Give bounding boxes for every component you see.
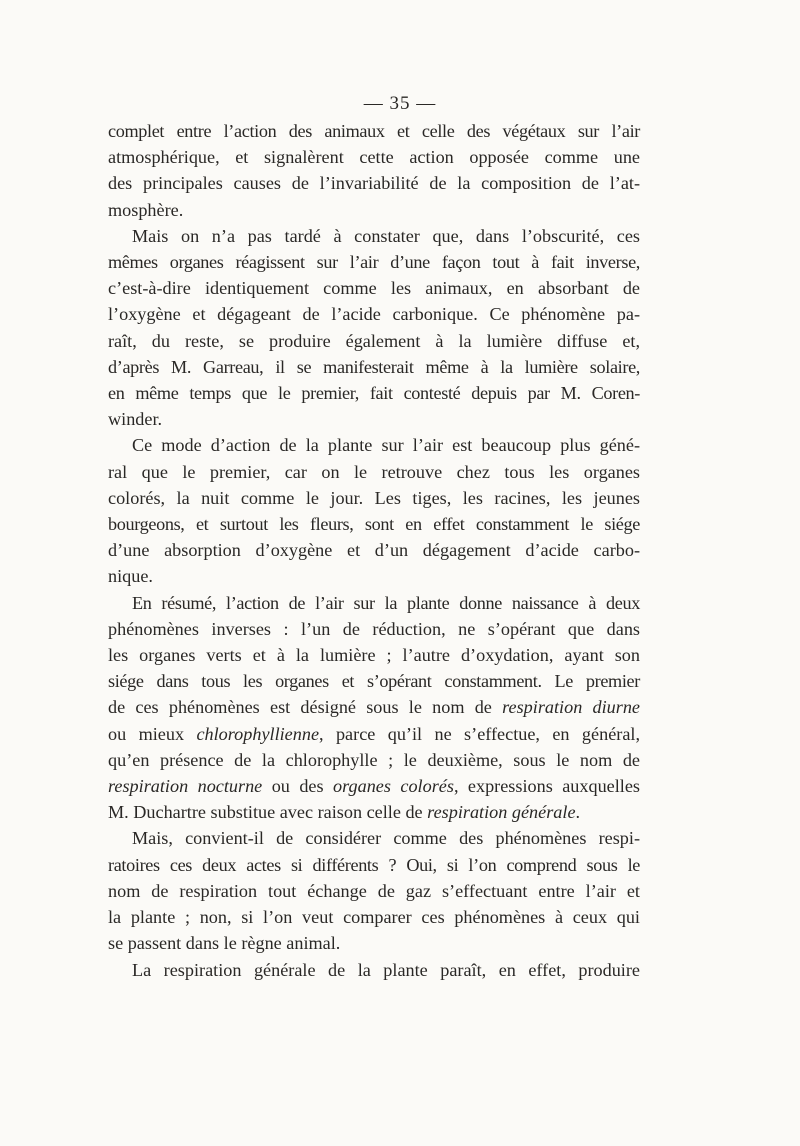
- text-line: colorés, la nuit comme le jour. Les tiges, les racines, les jeunes: [108, 487, 640, 508]
- text-line: nique.: [108, 566, 153, 587]
- text-run: ou des: [262, 776, 334, 797]
- text-line: raît, du reste, se produire également à la lumière diffuse et,: [108, 330, 640, 351]
- paragraph-2: [108, 223, 640, 433]
- paragraph-4: [108, 590, 640, 826]
- italic-term: organes colorés: [333, 776, 454, 797]
- text-line: nom de respiration tout échange de gaz s’effectuant entre l’air et: [108, 880, 640, 901]
- text-line: ral que le premier, car on le retrouve chez tous les organes: [108, 461, 640, 482]
- italic-term: respiration nocturne: [108, 776, 263, 797]
- text-line: des principales causes de l’invariabilité de la composition de l’at-: [108, 173, 640, 194]
- text-run: de ces phénomènes est désigné sous le nom de: [108, 697, 503, 718]
- text-line: siége dans tous les organes et s’opérant constamment. Le premier: [108, 671, 640, 692]
- text-line: c’est-à-dire identiquement comme les animaux, en absorbant de: [108, 278, 640, 299]
- text-line: [108, 799, 640, 825]
- italic-term: chlorophyllienne: [196, 723, 320, 744]
- text-line: [108, 694, 640, 720]
- text-line: La respiration générale de la plante paraît, en effet, produire: [132, 959, 640, 980]
- paragraph-1: [108, 118, 640, 223]
- paragraph-3: [108, 432, 640, 589]
- text-line: bourgeons, et surtout les fleurs, sont en effet constamment le siége: [108, 514, 640, 535]
- body-text: [108, 118, 640, 983]
- text-line: d’une absorption d’oxygène et d’un dégagement d’acide carbo-: [108, 540, 640, 561]
- text-line: mosphère.: [108, 199, 184, 220]
- text-line: En résumé, l’action de l’air sur la plante donne naissance à deux: [132, 592, 640, 613]
- text-line: se passent dans le règne animal.: [108, 933, 341, 954]
- text-line: qu’en présence de la chlorophylle ; le deuxième, sous le nom de: [108, 749, 640, 770]
- text-line: Mais on n’a pas tardé à constater que, dans l’obscurité, ces: [132, 225, 640, 246]
- text-line: les organes verts et à la lumière ; l’autre d’oxydation, ayant son: [108, 645, 640, 666]
- text-line: la plante ; non, si l’on veut comparer ces phénomènes à ceux qui: [108, 907, 640, 928]
- text-line: atmosphérique, et signalèrent cette action opposée comme une: [108, 147, 640, 168]
- paragraph-5: [108, 825, 640, 956]
- text-line: complet entre l’action des animaux et celle des végétaux sur l’air: [108, 121, 640, 141]
- text-line: Ce mode d’action de la plante sur l’air est beaucoup plus géné-: [132, 435, 640, 456]
- text-line: d’après M. Garreau, il se manifesterait même à la lumière solaire,: [108, 356, 640, 377]
- italic-term: respiration générale: [427, 802, 576, 823]
- text-line: l’oxygène et dégageant de l’acide carbonique. Ce phénomène pa-: [108, 304, 640, 325]
- text-run: .: [575, 802, 581, 823]
- text-line: Mais, convient-il de considérer comme des phénomènes respi-: [132, 828, 640, 849]
- text-line: [108, 773, 640, 799]
- text-run: ou mieux: [108, 723, 197, 744]
- paragraph-6: [108, 957, 640, 983]
- text-line: [108, 721, 640, 747]
- text-line: mêmes organes réagissent sur l’air d’une façon tout à fait inverse,: [108, 252, 640, 273]
- text-run: , expressions auxquelles: [453, 776, 640, 797]
- text-line: phénomènes inverses : l’un de réduction, ne s’opérant que dans: [108, 618, 640, 639]
- text-line: en même temps que le premier, fait contesté depuis par M. Coren-: [108, 383, 640, 404]
- page-number: — 35 —: [363, 93, 437, 114]
- text-run: M. Duchartre substitue avec raison celle de: [108, 802, 428, 823]
- text-run: , parce qu’il ne s’effectue, en général,: [319, 723, 640, 744]
- text-line: winder.: [108, 409, 163, 430]
- text-line: ratoires ces deux actes si différents ? Oui, si l’on comprend sous le: [108, 854, 640, 875]
- italic-term: respiration diurne: [502, 697, 641, 718]
